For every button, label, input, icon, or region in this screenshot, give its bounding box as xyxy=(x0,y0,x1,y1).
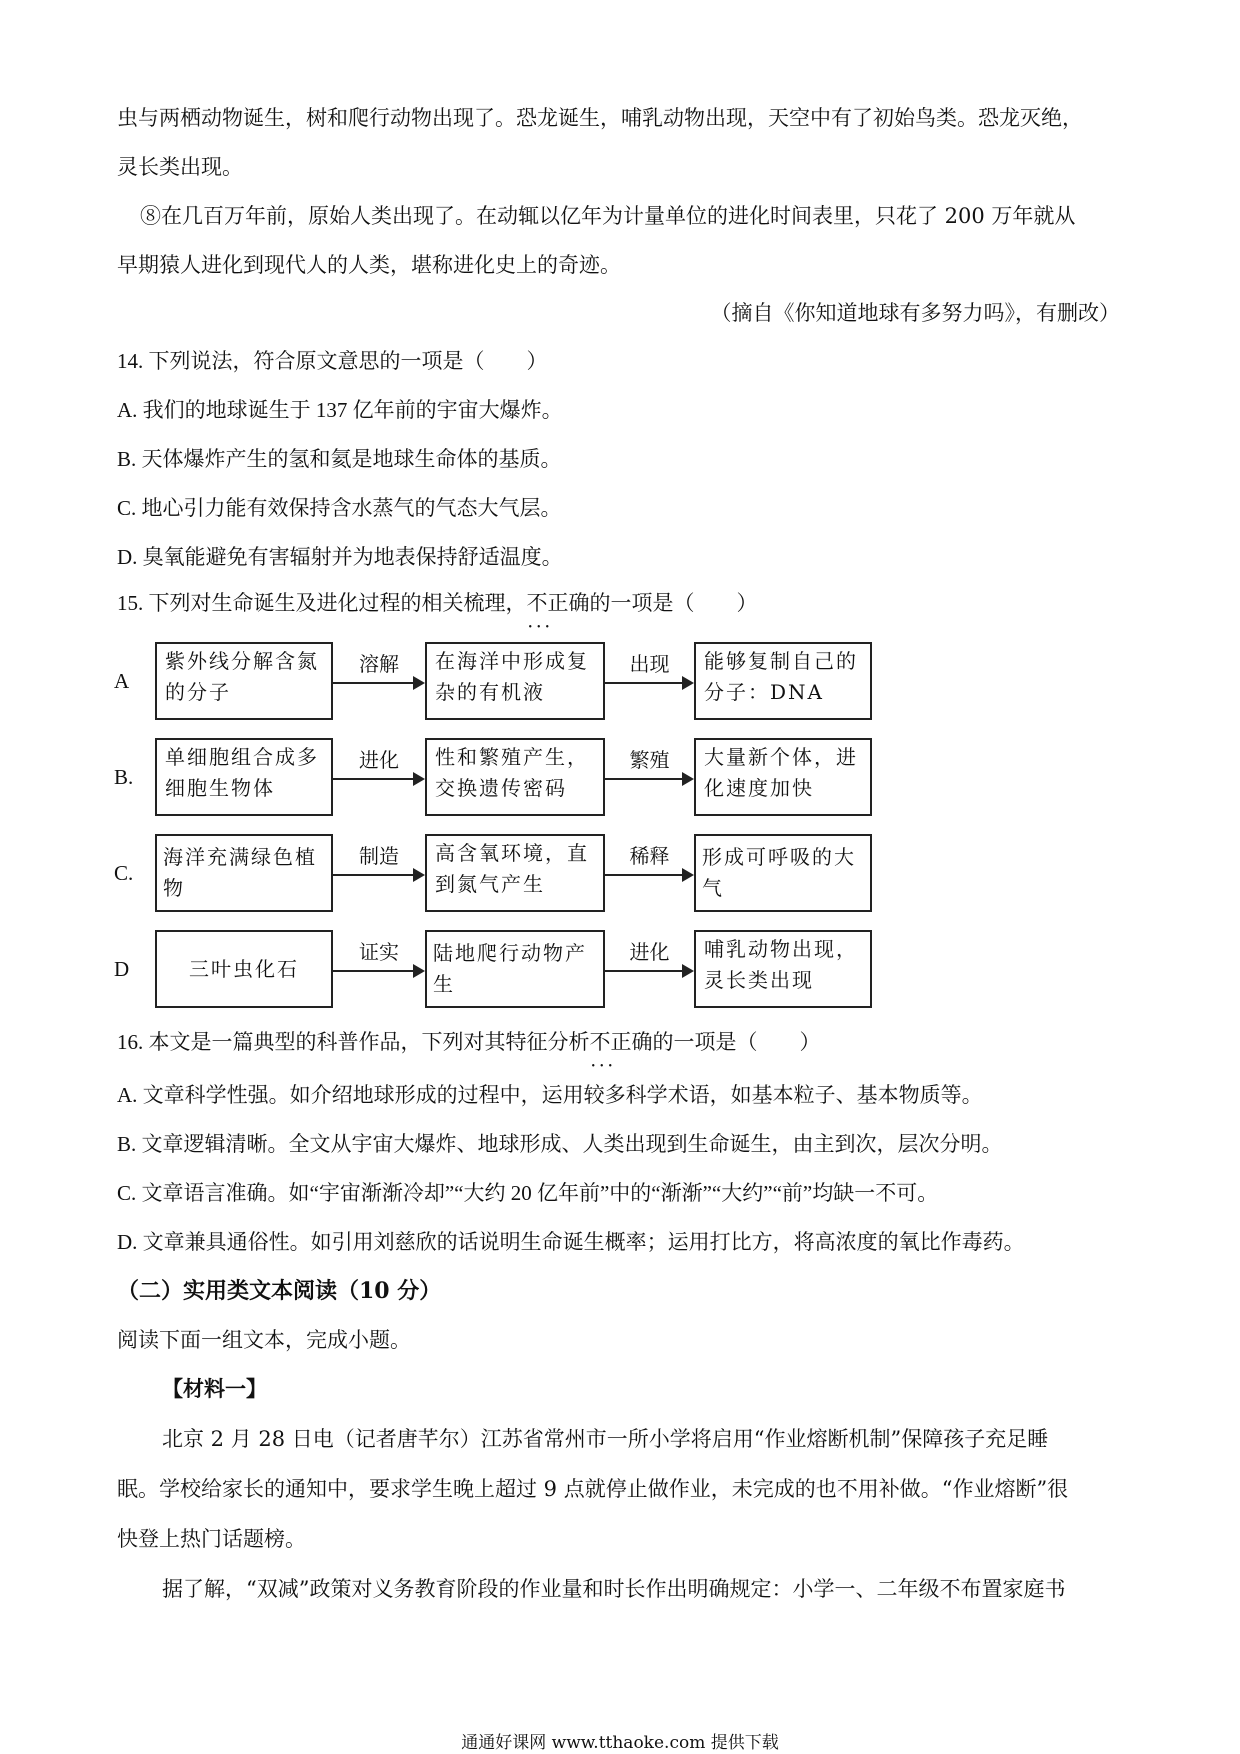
flow-arrow xyxy=(605,682,692,684)
question-16-option-a: A. 文章科学性强。如介绍地球形成的过程中，运用较多科学术语，如基本粒子、基本物质等。 xyxy=(117,1083,983,1107)
flow-arrow-label: 繁殖 xyxy=(629,748,670,772)
flow-option-label: D xyxy=(114,957,130,981)
material-label: 【材料一】 xyxy=(162,1376,267,1401)
flow-box-text: 能够复制自己的 xyxy=(704,649,858,673)
flow-box-text: 高含氧环境，直 xyxy=(435,841,589,865)
flow-box xyxy=(155,834,333,912)
flow-arrow-label: 进化 xyxy=(359,748,399,772)
flow-box-text: 形成可呼吸的大气 xyxy=(702,845,856,900)
question-14-option-a: A. 我们的地球诞生于 137 亿年前的宇宙大爆炸。 xyxy=(117,398,563,422)
flow-box-text: 在海洋中形成复 xyxy=(435,649,589,673)
material-paragraph-line: 眠。学校给家长的通知中，要求学生晚上超过 9 点就停止做作业，未完成的也不用补做。“作业熔断”很 xyxy=(117,1477,1069,1501)
flow-arrow-label: 证实 xyxy=(359,940,399,964)
flow-box-text: 的分子 xyxy=(165,680,231,704)
flow-box-text: 到氮气产生 xyxy=(435,872,545,896)
flow-arrow-label: 出现 xyxy=(629,652,670,676)
flow-box-text: 单细胞组合成多 xyxy=(165,745,319,769)
question-16-stem: 16. 本文是一篇典型的科普作品，下列对其特征分析不正确 • • •的一项是（ ） xyxy=(117,1027,821,1057)
source-note: （摘自《你知道地球有多努力吗》，有删改） xyxy=(710,301,1120,325)
flow-box-text: 性和繁殖产生， xyxy=(435,745,589,769)
section-heading: （二）实用类文本阅读（10 分） xyxy=(117,1278,442,1304)
flow-box xyxy=(155,738,333,816)
flow-box-text: 杂的有机液 xyxy=(435,680,545,704)
flow-box-text: 陆地爬行动物产生 xyxy=(433,941,587,996)
flow-box xyxy=(694,642,872,720)
material-paragraph-line: 据了解，“双减”政策对义务教育阶段的作业量和时长作出明确规定：小学一、二年级不布置家庭书 xyxy=(162,1577,1066,1601)
section-instruction: 阅读下面一组文本，完成小题。 xyxy=(117,1328,411,1352)
flow-box xyxy=(425,642,605,720)
flow-option-label: A xyxy=(114,669,130,693)
passage-line: ⑧在几百万年前，原始人类出现了。在动辄以亿年为计量单位的进化时间表里，只花了 200 万年就从 xyxy=(140,204,1076,228)
passage-line: 早期猿人进化到现代人的人类，堪称进化史上的奇迹。 xyxy=(117,253,621,277)
question-14-option-d: D. 臭氧能避免有害辐射并为地表保持舒适温度。 xyxy=(117,545,563,569)
question-16-option-c: C. 文章语言准确。如“宇宙渐渐冷却”“大约 20 亿年前”中的“渐渐”“大约”“前”均缺一不可。 xyxy=(117,1181,939,1205)
question-15-stem: 15. 下列对生命诞生及进化过程的相关梳理，不正确 • • •的一项是（ ） xyxy=(117,588,758,618)
question-14-option-b: B. 天体爆炸产生的氢和氦是地球生命体的基质。 xyxy=(117,447,562,471)
material-paragraph-line: 北京 2 月 28 日电（记者唐芊尔）江苏省常州市一所小学将启用“作业熔断机制”保障孩子充足睡 xyxy=(162,1427,1049,1451)
flow-option-label: C. xyxy=(114,861,134,885)
flow-arrow xyxy=(333,874,423,876)
flow-arrow xyxy=(333,778,423,780)
question-16-option-d: D. 文章兼具通俗性。如引用刘慈欣的话说明生命诞生概率；运用打比方，将高浓度的氧比作毒药。 xyxy=(117,1230,1025,1254)
passage-line: 灵长类出现。 xyxy=(117,155,243,179)
flow-box-text: 分子：DNA xyxy=(704,680,824,704)
flow-box-text: 细胞生物体 xyxy=(165,776,275,800)
flow-option-label: B. xyxy=(114,765,134,789)
flow-arrow xyxy=(605,778,692,780)
material-paragraph-line: 快登上热门话题榜。 xyxy=(117,1527,306,1551)
flow-box-text: 灵长类出现 xyxy=(704,968,814,992)
flow-box-text: 哺乳动物出现， xyxy=(704,937,858,961)
page-footer: 通通好课网 www.tthaoke.com 提供下载 xyxy=(461,1733,779,1753)
flow-box-text: 紫外线分解含氮 xyxy=(165,649,319,673)
question-16-option-b: B. 文章逻辑清晰。全文从宇宙大爆炸、地球形成、人类出现到生命诞生，由主到次，层次分明。 xyxy=(117,1132,1003,1156)
flow-box xyxy=(694,930,872,1008)
flow-box xyxy=(694,738,872,816)
flow-arrow xyxy=(605,874,692,876)
flow-arrow-label: 稀释 xyxy=(629,844,670,868)
emphasis-marks: 不正确 • • • xyxy=(590,1030,653,1054)
flow-box xyxy=(425,930,605,1008)
flow-box-text: 海洋充满绿色植物 xyxy=(163,845,317,900)
flow-box-text: 三叶虫化石 xyxy=(189,956,299,981)
flow-box-text: 交换遗传密码 xyxy=(435,776,567,800)
flow-arrow-label: 制造 xyxy=(359,844,399,868)
flow-box xyxy=(425,738,605,816)
flow-arrow xyxy=(605,970,692,972)
flow-box-text: 化速度加快 xyxy=(704,776,814,800)
flow-arrow-label: 进化 xyxy=(629,940,670,964)
flow-box xyxy=(155,642,333,720)
flow-arrow xyxy=(333,682,423,684)
question-14-stem: 14. 下列说法，符合原文意思的一项是（ ） xyxy=(117,349,548,373)
flow-box-text: 大量新个体，进 xyxy=(704,745,858,769)
passage-line: 虫与两栖动物诞生，树和爬行动物出现了。恐龙诞生，哺乳动物出现，天空中有了初始鸟类。恐龙灭绝， xyxy=(117,106,1083,130)
flow-box xyxy=(155,930,333,1008)
flow-box xyxy=(694,834,872,912)
flow-box xyxy=(425,834,605,912)
question-14-option-c: C. 地心引力能有效保持含水蒸气的气态大气层。 xyxy=(117,496,562,520)
flow-arrow-label: 溶解 xyxy=(359,652,399,676)
emphasis-marks: 不正确 • • • xyxy=(527,591,590,615)
flow-arrow xyxy=(333,970,423,972)
